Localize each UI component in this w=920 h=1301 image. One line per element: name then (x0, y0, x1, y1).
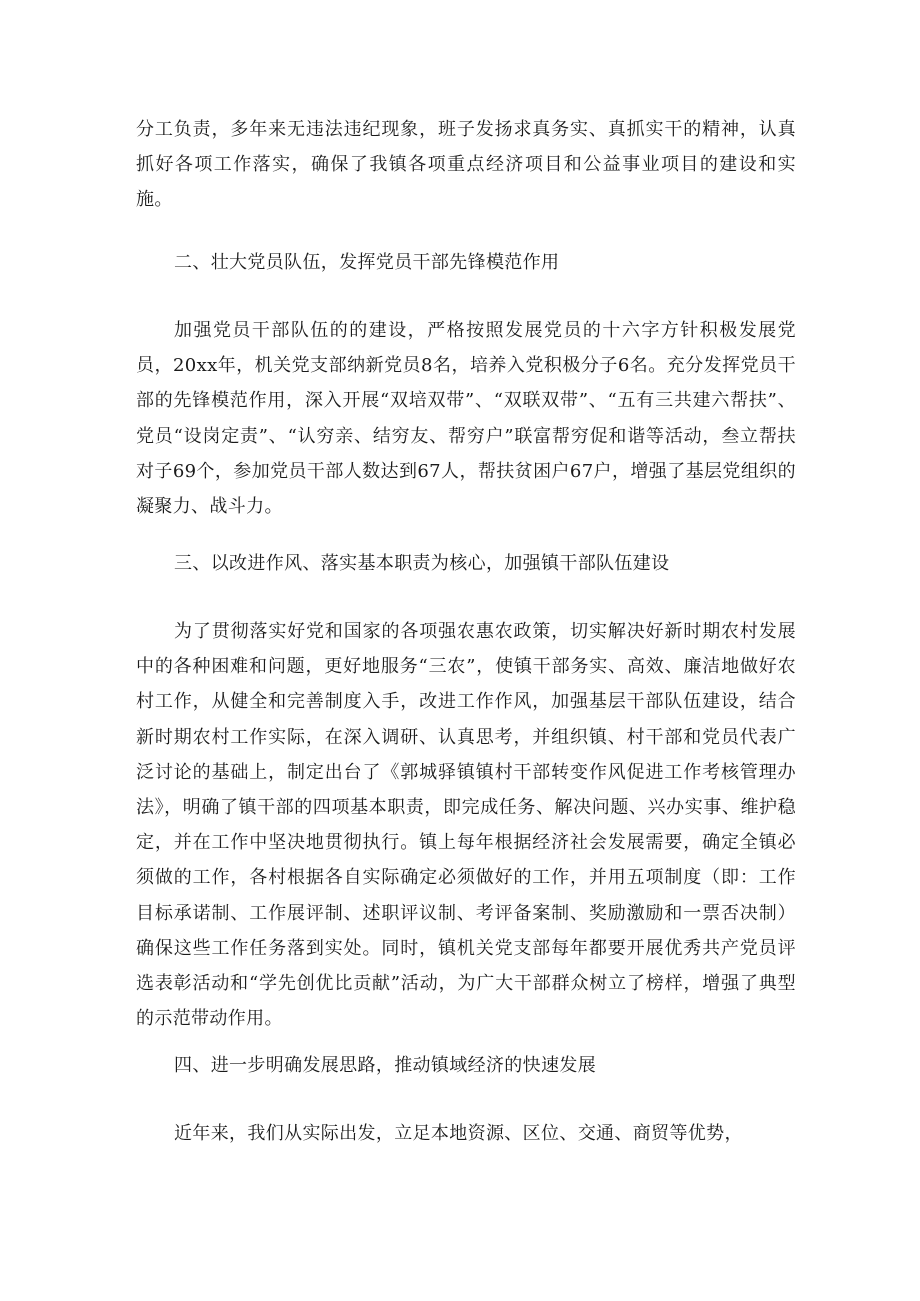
paragraph-leadership: 分工负责，多年来无违法违纪现象，班子发扬求真务实、真抓实干的精神，认真抓好各项工作落实，确保了我镇各项重点经济项目和公益事业项目的建设和实施。 (136, 119, 796, 211)
paragraph-economic-development: 近年来，我们从实际出发，立足本地资源、区位、交通、商贸等优势， (174, 1123, 743, 1144)
section-heading-3: 三、以改进作风、落实基本职责为核心，加强镇干部队伍建设 (174, 553, 670, 574)
paragraph-cadre-building: 为了贯彻落实好党和国家的各项强农惠农政策，切实解决好新时期农村发展中的各种困难和问题，更好地服务“三农”，使镇干部务实、高效、廉洁地做好农村工作，从健全和完善制度入手，改进工作作风，加强基层干部队伍建设，结合新时期农村工作实际，在深入调研、认真思考，并组织镇、村干部和党员代表广泛讨论的基础上，制定出台了《郭城驿镇镇村干部转变作风促进工作考核管理办法》，明确了镇干部的四项基本职责，即完成任务、解决问题、兴办实事、维护稳定，并在工作中坚决地贯彻执行。镇上每年根据经济社会发展需要，确定全镇必须做的工作，各村根据各自实际确定必须做好的工作，并用五项制度（即：工作目标承诺制、工作展评制、述职评议制、考评备案制、奖励激励和一票否决制）确保这些工作任务落到实处。同时，镇机关党支部每年都要开展优秀共产党员评选表彰活动和“学先创优比贡献”活动，为广大干部群众树立了榜样，增强了典型的示范带动作用。 (136, 621, 796, 1030)
paragraph-party-members: 加强党员干部队伍的的建设，严格按照发展党员的十六字方针积极发展党员，20xx年，机关党支部纳新党员8名，培养入党积极分子6名。充分发挥党员干部的先锋模范作用，深入开展“双培双带”、“双联双带”、“五有三共建六帮扶”、党员“设岗定责”、“认穷亲、结穷友、帮穷户”联富帮穷促和谐等活动，叁立帮扶对子69个，参加党员干部人数达到67人，帮扶贫困户67户，增强了基层党组织的凝聚力、战斗力。 (136, 320, 796, 518)
section-heading-2: 二、壮大党员队伍，发挥党员干部先锋模范作用 (174, 252, 560, 273)
section-heading-4: 四、进一步明确发展思路，推动镇域经济的快速发展 (174, 1055, 597, 1076)
